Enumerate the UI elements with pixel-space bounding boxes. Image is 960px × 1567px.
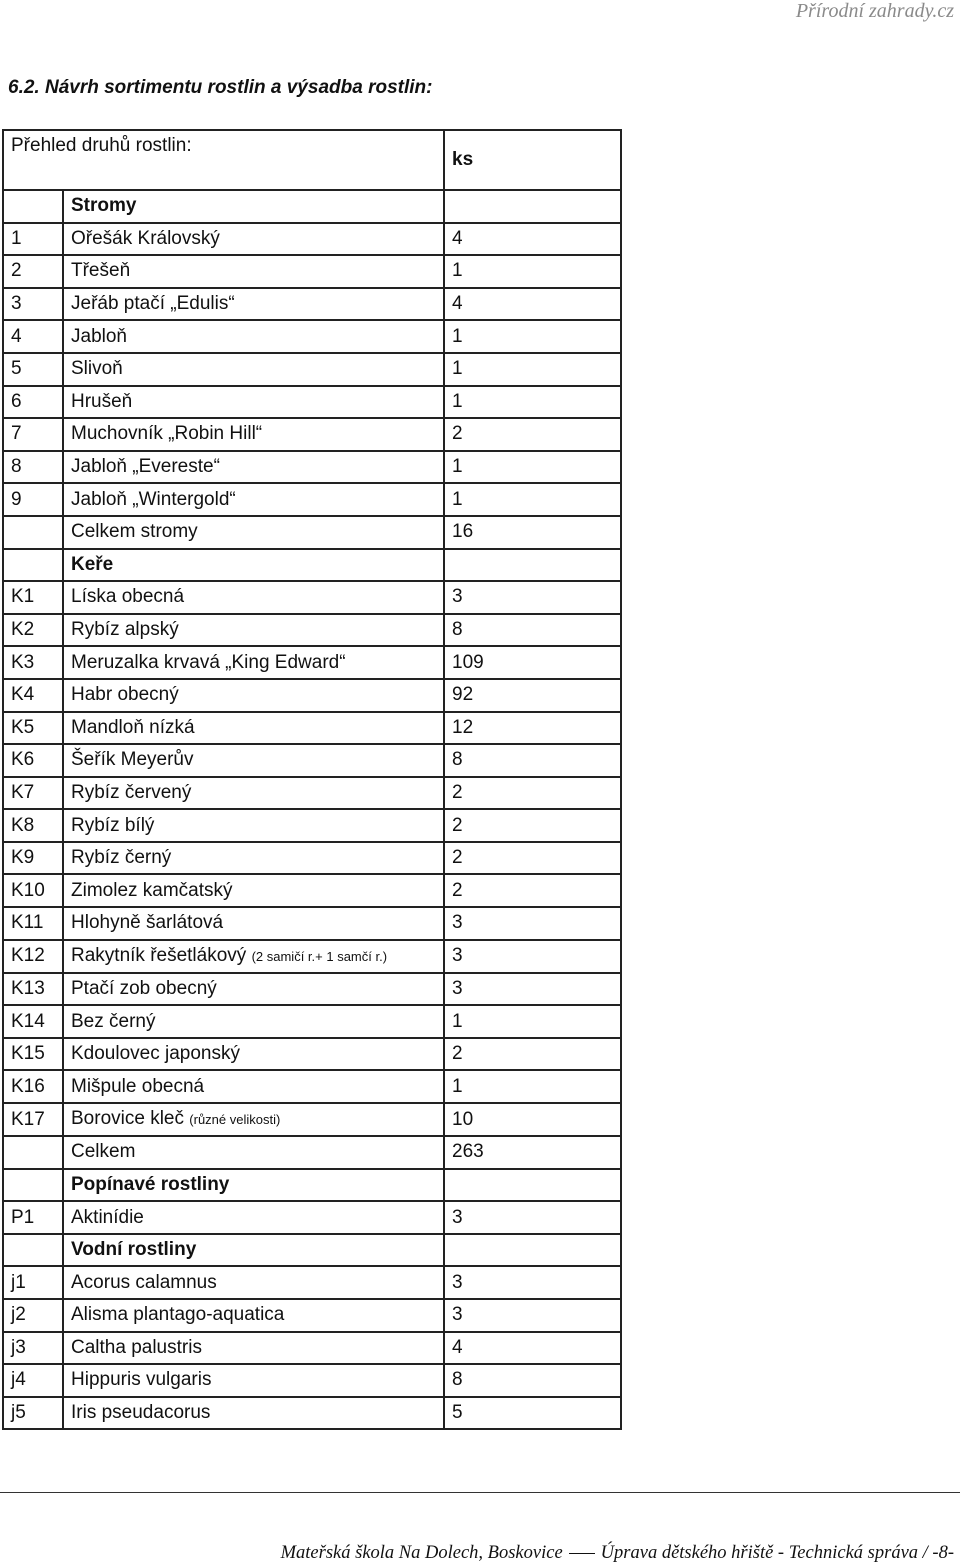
plant-name: Hrušeň	[71, 390, 133, 412]
plant-name: Habr obecný	[71, 684, 179, 706]
row-name	[63, 1136, 444, 1169]
row-qty: 2	[444, 842, 621, 875]
row-name	[63, 581, 444, 614]
row-qty	[444, 190, 621, 223]
table-row	[3, 712, 621, 745]
row-qty: 2	[444, 809, 621, 842]
footer-doc: Úprava dětského hřiště - Technická správa / -8-	[600, 1543, 954, 1563]
row-id: 3	[3, 288, 63, 321]
row-name	[63, 451, 444, 484]
row-name	[63, 1103, 444, 1136]
row-name	[63, 549, 444, 582]
plant-name: Acorus calamnus	[71, 1271, 217, 1293]
plant-name: Rybíz bílý	[71, 814, 155, 836]
row-id: K13	[3, 973, 63, 1006]
row-qty: 3	[444, 581, 621, 614]
plant-name: Jabloň „Wintergold“	[71, 488, 236, 510]
row-id: j2	[3, 1299, 63, 1332]
table-row	[3, 614, 621, 647]
row-id: j3	[3, 1332, 63, 1365]
table-row	[3, 1397, 621, 1430]
row-id	[3, 516, 63, 549]
table-row	[3, 744, 621, 777]
plant-name: Bez černý	[71, 1010, 156, 1032]
row-qty: 8	[444, 744, 621, 777]
table-row	[3, 679, 621, 712]
row-qty: 4	[444, 1332, 621, 1365]
row-id: K2	[3, 614, 63, 647]
row-name	[63, 809, 444, 842]
page-footer	[281, 1543, 954, 1564]
row-id: 4	[3, 320, 63, 353]
table-row	[3, 1103, 621, 1136]
row-id: K10	[3, 874, 63, 907]
row-id: K12	[3, 940, 63, 973]
table-row	[3, 874, 621, 907]
plant-name: Třešeň	[71, 260, 131, 282]
row-qty: 8	[444, 1364, 621, 1397]
row-id: K8	[3, 809, 63, 842]
plant-name: Keře	[71, 553, 114, 575]
plant-name: Ptačí zob obecný	[71, 977, 217, 999]
row-id: K9	[3, 842, 63, 875]
row-id: 7	[3, 418, 63, 451]
table-row	[3, 1266, 621, 1299]
plant-name: Borovice kleč	[71, 1108, 184, 1130]
row-qty: 2	[444, 418, 621, 451]
table-row	[3, 940, 621, 973]
row-id: P1	[3, 1201, 63, 1234]
row-name	[63, 190, 444, 223]
row-qty	[444, 1234, 621, 1267]
total-row	[3, 1136, 621, 1169]
row-qty: 12	[444, 712, 621, 745]
row-name	[63, 255, 444, 288]
row-qty: 5	[444, 1397, 621, 1430]
row-id: K1	[3, 581, 63, 614]
section-row	[3, 1234, 621, 1267]
plant-name: Muchovník „Robin Hill“	[71, 423, 263, 445]
plant-name: Slivoň	[71, 358, 123, 380]
row-id: 2	[3, 255, 63, 288]
row-name	[63, 320, 444, 353]
plant-name: Ořešák Královský	[71, 227, 220, 249]
table-row	[3, 386, 621, 419]
plant-name: Líska obecná	[71, 586, 185, 608]
row-id: K4	[3, 679, 63, 712]
row-qty: 3	[444, 1299, 621, 1332]
row-name	[63, 1070, 444, 1103]
row-qty: 1	[444, 255, 621, 288]
plant-name: Celkem	[71, 1141, 136, 1163]
plant-name: Rybíz černý	[71, 847, 172, 869]
row-qty: 1	[444, 386, 621, 419]
row-id	[3, 190, 63, 223]
row-qty: 1	[444, 353, 621, 386]
row-name	[63, 907, 444, 940]
row-name	[63, 646, 444, 679]
row-qty: 3	[444, 940, 621, 973]
row-id: 5	[3, 353, 63, 386]
table-row	[3, 320, 621, 353]
section-row	[3, 1169, 621, 1202]
row-id: j4	[3, 1364, 63, 1397]
plant-name: Mišpule obecná	[71, 1075, 205, 1097]
table-row	[3, 1201, 621, 1234]
row-name	[63, 223, 444, 256]
row-qty: 1	[444, 1005, 621, 1038]
plant-name: Zimolez kamčatský	[71, 879, 233, 901]
table-row	[3, 1070, 621, 1103]
row-name	[63, 516, 444, 549]
row-name	[63, 744, 444, 777]
plant-note: (různé velikosti)	[189, 1112, 281, 1128]
row-name	[63, 1169, 444, 1202]
table-row	[3, 1364, 621, 1397]
plant-name: Rakytník řešetlákový	[71, 944, 247, 966]
row-id: 1	[3, 223, 63, 256]
footer-school: Mateřská škola Na Dolech, Boskovice	[280, 1543, 563, 1563]
row-id: j5	[3, 1397, 63, 1430]
row-qty: 10	[444, 1103, 621, 1136]
table-row	[3, 1038, 621, 1071]
row-name	[63, 614, 444, 647]
section-row	[3, 549, 621, 582]
plant-name: Iris pseudacorus	[71, 1402, 211, 1424]
row-qty: 2	[444, 1038, 621, 1071]
row-name	[63, 712, 444, 745]
row-id: K5	[3, 712, 63, 745]
row-qty: 109	[444, 646, 621, 679]
table-row	[3, 1299, 621, 1332]
row-id: K16	[3, 1070, 63, 1103]
row-qty: 92	[444, 679, 621, 712]
row-id	[3, 549, 63, 582]
footer-divider	[0, 1492, 960, 1493]
table-row	[3, 973, 621, 1006]
plant-name: Rybíz alpský	[71, 619, 179, 641]
row-name	[63, 874, 444, 907]
row-qty	[444, 549, 621, 582]
table-row	[3, 255, 621, 288]
table-row	[3, 353, 621, 386]
section-row	[3, 190, 621, 223]
table-row	[3, 646, 621, 679]
table-row	[3, 809, 621, 842]
row-id: K11	[3, 907, 63, 940]
row-name	[63, 679, 444, 712]
row-id: K15	[3, 1038, 63, 1071]
plant-name: Rybíz červený	[71, 781, 192, 803]
row-id: K6	[3, 744, 63, 777]
row-qty: 3	[444, 1266, 621, 1299]
row-id: K17	[3, 1103, 63, 1136]
row-name	[63, 1201, 444, 1234]
row-qty: 3	[444, 1201, 621, 1234]
table-row	[3, 288, 621, 321]
table-row	[3, 483, 621, 516]
row-name	[63, 1397, 444, 1430]
row-name	[63, 1038, 444, 1071]
table-row	[3, 777, 621, 810]
row-id	[3, 1136, 63, 1169]
row-name	[63, 1266, 444, 1299]
row-qty: 1	[444, 1070, 621, 1103]
row-name	[63, 1364, 444, 1397]
row-name	[63, 288, 444, 321]
row-id: j1	[3, 1266, 63, 1299]
row-qty: 3	[444, 973, 621, 1006]
row-qty: 2	[444, 777, 621, 810]
row-qty: 1	[444, 451, 621, 484]
table-row	[3, 581, 621, 614]
total-row	[3, 516, 621, 549]
row-name	[63, 1005, 444, 1038]
table-row	[3, 1332, 621, 1365]
table-row	[3, 451, 621, 484]
row-name	[63, 483, 444, 516]
row-name	[63, 973, 444, 1006]
row-qty: 3	[444, 907, 621, 940]
plant-name: Aktinídie	[71, 1206, 144, 1228]
row-id: K7	[3, 777, 63, 810]
row-qty: 1	[444, 320, 621, 353]
plant-name: Celkem stromy	[71, 521, 198, 543]
row-qty	[444, 1169, 621, 1202]
footer-dash	[569, 1553, 595, 1554]
table-title: Přehled druhů rostlin:	[3, 130, 444, 190]
row-qty: 16	[444, 516, 621, 549]
row-qty: 4	[444, 288, 621, 321]
plant-name: Hippuris vulgaris	[71, 1369, 212, 1391]
plant-name: Jabloň „Evereste“	[71, 456, 220, 478]
row-id	[3, 1169, 63, 1202]
row-qty: 1	[444, 483, 621, 516]
row-id: 9	[3, 483, 63, 516]
row-id: 8	[3, 451, 63, 484]
row-name	[63, 777, 444, 810]
table-row	[3, 223, 621, 256]
row-id: K14	[3, 1005, 63, 1038]
site-brand: Přírodní zahrady.cz	[795, 0, 954, 22]
plant-name: Caltha palustris	[71, 1336, 202, 1358]
plant-name: Meruzalka krvavá „King Edward“	[71, 651, 346, 673]
table-row	[3, 842, 621, 875]
plant-name: Kdoulovec japonský	[71, 1043, 240, 1065]
section-heading: 6.2. Návrh sortimentu rostlin a výsadba rostlin:	[8, 77, 433, 98]
qty-header: ks	[444, 130, 621, 190]
row-name	[63, 940, 444, 973]
row-name	[63, 418, 444, 451]
table-header-row	[3, 130, 621, 190]
row-name	[63, 386, 444, 419]
row-name	[63, 1299, 444, 1332]
plant-name: Mandloň nízká	[71, 716, 195, 738]
plant-table	[2, 129, 622, 1430]
row-id: K3	[3, 646, 63, 679]
row-name	[63, 1234, 444, 1267]
plant-note: (2 samičí r.+ 1 samčí r.)	[251, 948, 388, 964]
row-name	[63, 842, 444, 875]
table-row	[3, 907, 621, 940]
row-name	[63, 353, 444, 386]
plant-name: Hlohyně šarlátová	[71, 912, 224, 934]
table-row	[3, 418, 621, 451]
plant-name: Alisma plantago-aquatica	[71, 1304, 285, 1326]
row-name	[63, 1332, 444, 1365]
plant-name: Vodní rostliny	[71, 1239, 197, 1261]
row-id: 6	[3, 386, 63, 419]
plant-name: Jabloň	[71, 325, 127, 347]
row-qty: 4	[444, 223, 621, 256]
row-qty: 2	[444, 874, 621, 907]
row-qty: 263	[444, 1136, 621, 1169]
plant-name: Jeřáb ptačí „Edulis“	[71, 293, 235, 315]
plant-name: Popínavé rostliny	[71, 1173, 230, 1195]
table-row	[3, 1005, 621, 1038]
plant-name: Šeřík Meyerův	[71, 749, 194, 771]
row-qty: 8	[444, 614, 621, 647]
plant-name: Stromy	[71, 195, 137, 217]
row-id	[3, 1234, 63, 1267]
